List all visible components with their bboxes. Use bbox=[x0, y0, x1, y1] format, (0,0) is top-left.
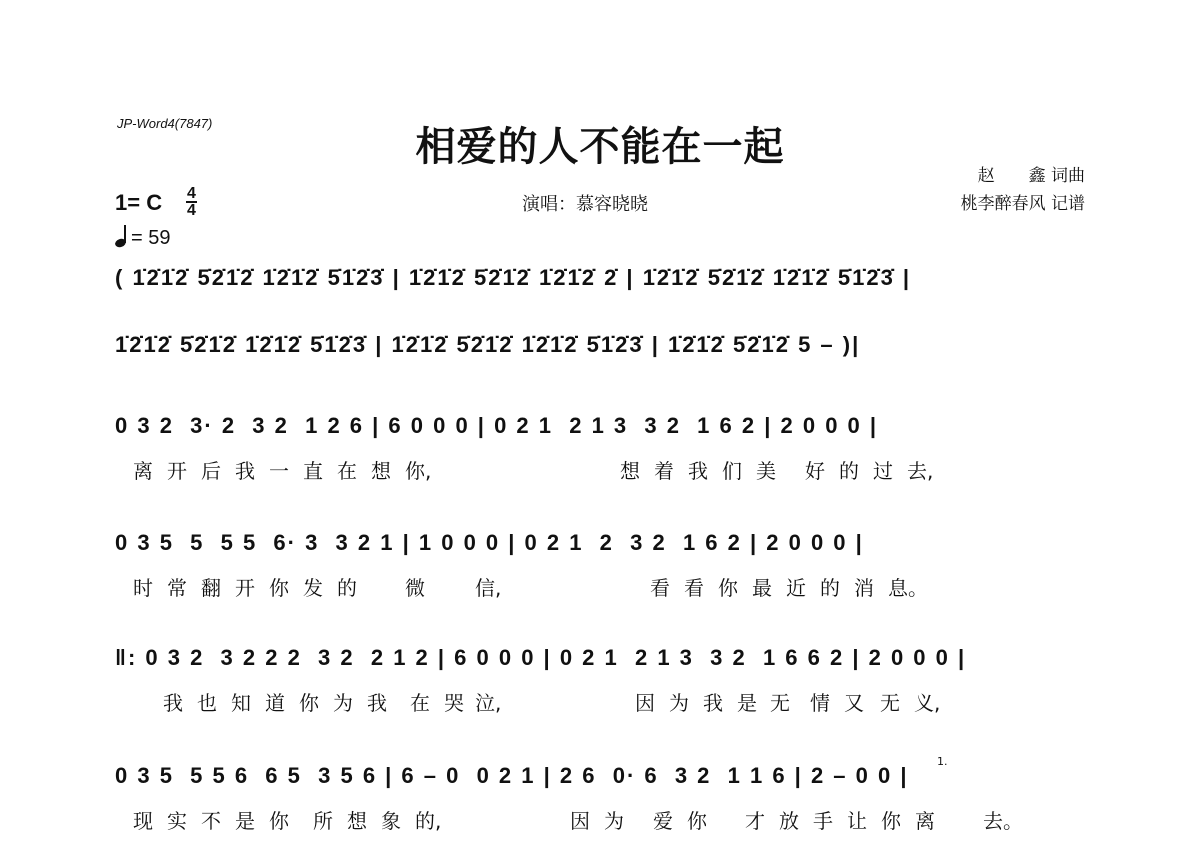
lyric-syllable: 着 bbox=[654, 459, 674, 483]
lyric-syllable: 开 bbox=[167, 459, 187, 483]
tempo-value: = 59 bbox=[131, 227, 171, 249]
lyric-syllable: 们 bbox=[722, 459, 742, 483]
time-signature-top: 4 bbox=[187, 185, 196, 202]
time-signature bbox=[186, 186, 197, 218]
singer-credit: 演唱：慕容晓晓 bbox=[522, 194, 648, 215]
lyric-syllable: 我 bbox=[367, 691, 387, 715]
lyric-syllable: 息。 bbox=[888, 576, 928, 600]
lyric-syllable: 我 bbox=[235, 459, 255, 483]
lyric-syllable: 发 bbox=[303, 576, 323, 600]
lyric-syllable: 义, bbox=[914, 691, 941, 715]
lyric-syllable: 微 bbox=[405, 576, 425, 600]
lyric-syllable: 信, bbox=[475, 576, 502, 600]
lyric-syllable: 常 bbox=[167, 576, 187, 600]
lyric-syllable: 好 bbox=[805, 459, 825, 483]
lyric-syllable: 无 bbox=[770, 691, 790, 715]
lyric-syllable: 时 bbox=[133, 576, 153, 600]
lyric-syllable: 近 bbox=[786, 576, 806, 600]
lyric-syllable: 我 bbox=[688, 459, 708, 483]
notation-line: 0 3 5 5 5 6 6 5 3 5 6 | 6 – 0 0 2 1 | 2 6 0· 6 3 2 1 1 6 | 2 – 0 0 | bbox=[115, 763, 909, 788]
lyric-syllable: 直 bbox=[303, 459, 323, 483]
quarter-note-icon bbox=[115, 225, 131, 247]
lyric-syllable: 过 bbox=[873, 459, 893, 483]
credits-block bbox=[961, 162, 1085, 218]
lyric-syllable: 因 bbox=[635, 691, 655, 715]
lyric-syllable: 想 bbox=[620, 459, 640, 483]
notation-line: ‖: 0 3 2 3 2 2 2 3 2 2 1 2 | 6 0 0 0 | 0 2 1 2 1 3 3 2 1 6 6 2 | 2 0 0 0 | bbox=[115, 645, 967, 670]
lyric-syllable: 因 bbox=[570, 809, 590, 833]
transcriber-credit: 桃李醉春风 记谱 bbox=[960, 194, 1085, 214]
lyric-syllable: 你 bbox=[881, 809, 901, 833]
lyric-syllable: 你 bbox=[718, 576, 738, 600]
lyric-syllable: 知 bbox=[231, 691, 251, 715]
lyric-syllable: 看 bbox=[684, 576, 704, 600]
lyric-syllable: 在 bbox=[337, 459, 357, 483]
lyric-syllable: 想 bbox=[371, 459, 391, 483]
lyric-syllable: 又 bbox=[844, 691, 864, 715]
lyric-syllable: 不 bbox=[201, 809, 221, 833]
notation-line: 0 3 5 5 5 5 6· 3 3 2 1 | 1 0 0 0 | 0 2 1 2 3 2 1 6 2 | 2 0 0 0 | bbox=[115, 530, 864, 555]
lyric-syllable: 情 bbox=[810, 691, 830, 715]
lyric-syllable: 才 bbox=[745, 809, 765, 833]
lyric-syllable: 后 bbox=[201, 459, 221, 483]
lyric-syllable: 一 bbox=[269, 459, 289, 483]
lyric-syllable: 放 bbox=[779, 809, 799, 833]
lyric-syllable: 在 bbox=[410, 691, 430, 715]
lyric-syllable: 想 bbox=[347, 809, 367, 833]
lyric-syllable: 看 bbox=[650, 576, 670, 600]
lyric-syllable: 离 bbox=[915, 809, 935, 833]
lyric-syllable: 是 bbox=[737, 691, 757, 715]
lyric-syllable: 你 bbox=[269, 576, 289, 600]
lyric-syllable: 的, bbox=[415, 809, 442, 833]
lyric-syllable: 你 bbox=[299, 691, 319, 715]
lyric-syllable: 无 bbox=[880, 691, 900, 715]
lyric-syllable: 为 bbox=[669, 691, 689, 715]
lyric-syllable: 开 bbox=[235, 576, 255, 600]
lyric-syllable: 所 bbox=[313, 809, 333, 833]
lyric-syllable: 离 bbox=[133, 459, 153, 483]
lyric-syllable: 为 bbox=[333, 691, 353, 715]
lyric-syllable: 道 bbox=[265, 691, 285, 715]
song-title: 相爱的人不能在一起 bbox=[415, 123, 785, 170]
lyric-syllable: 为 bbox=[604, 809, 624, 833]
key-signature: 1= C bbox=[115, 190, 163, 215]
lyric-syllable: 的 bbox=[337, 576, 357, 600]
tempo-marking bbox=[115, 225, 170, 250]
lyric-syllable: 的 bbox=[820, 576, 840, 600]
lyric-syllable: 手 bbox=[813, 809, 833, 833]
lyric-syllable: 让 bbox=[847, 809, 867, 833]
notation-line: 0 3 2 3· 2 3 2 1 2 6 | 6 0 0 0 | 0 2 1 2 1 3 3 2 1 6 2 | 2 0 0 0 | bbox=[115, 413, 879, 438]
lyric-syllable: 我 bbox=[703, 691, 723, 715]
lyric-syllable: 消 bbox=[854, 576, 874, 600]
lyric-syllable: 你 bbox=[687, 809, 707, 833]
notation-line: ( 1̇2̇1̇2̇ 5̇2̇1̇2̇ 1̇2̇1̇2̇ 5̇1̇2̇3̇ | 1̇2̇1̇2̇ 5̇2̇1̇2̇ 1̇2̇1̇2̇ 2̇ | 1̇2̇1̇2̇ 5̇2̇1̇2̇ 1̇2̇1̇2̇ 5̇1̇2̇3̇ | bbox=[115, 265, 912, 290]
lyric-syllable: 最 bbox=[752, 576, 772, 600]
lyric-syllable: 象 bbox=[381, 809, 401, 833]
lyric-syllable: 去。 bbox=[983, 809, 1023, 833]
lyric-syllable: 泣, bbox=[475, 691, 502, 715]
lyric-syllable: 的 bbox=[839, 459, 859, 483]
lyric-syllable: 哭 bbox=[444, 691, 464, 715]
lyric-syllable: 现 bbox=[133, 809, 153, 833]
lyric-syllable: 我 bbox=[163, 691, 183, 715]
lyrics-composer-credit: 赵 鑫 词曲 bbox=[977, 166, 1085, 186]
lyric-syllable: 实 bbox=[167, 809, 187, 833]
lyric-syllable: 爱 bbox=[653, 809, 673, 833]
notation-line: 1̇2̇1̇2̇ 5̇2̇1̇2̇ 1̇2̇1̇2̇ 5̇1̇2̇3̇ | 1̇2̇1̇2̇ 5̇2̇1̇2̇ 1̇2̇1̇2̇ 5̇1̇2̇3̇ | 1̇2̇1̇2̇ 5̇2̇1̇2̇ 5 – )| bbox=[115, 332, 861, 357]
watermark-text: JP-Word4(7847) bbox=[117, 116, 213, 131]
lyric-syllable: 你 bbox=[269, 809, 289, 833]
lyric-syllable: 翻 bbox=[201, 576, 221, 600]
lyric-syllable: 你, bbox=[405, 459, 432, 483]
lyric-syllable: 去, bbox=[907, 459, 934, 483]
lyric-syllable: 美 bbox=[756, 459, 776, 483]
lyric-syllable: 是 bbox=[235, 809, 255, 833]
lyric-syllable: 也 bbox=[197, 691, 217, 715]
volta-marker: 1. bbox=[937, 755, 948, 768]
time-signature-bottom: 4 bbox=[187, 202, 196, 219]
